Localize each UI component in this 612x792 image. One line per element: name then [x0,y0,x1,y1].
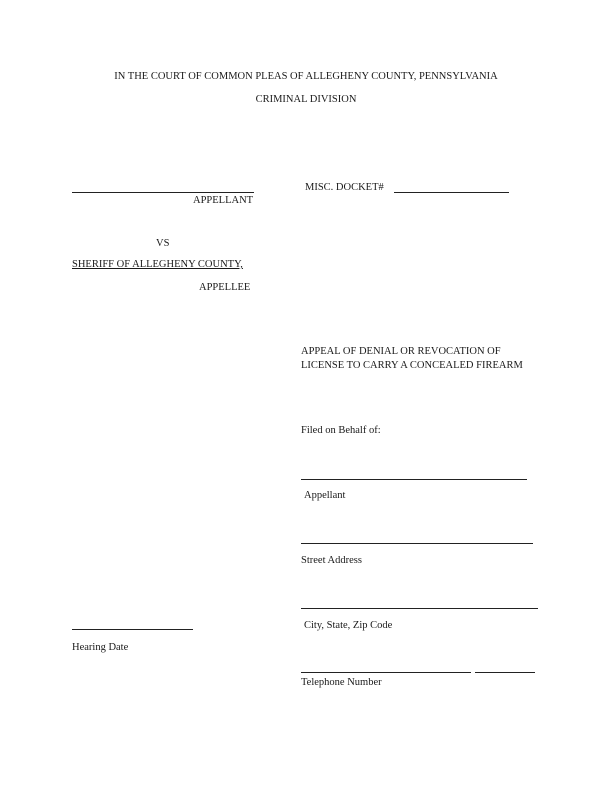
appellant-name-line[interactable] [72,192,254,193]
telephone-line-part-1[interactable] [301,672,471,673]
city-state-zip-line[interactable] [301,608,538,609]
filed-on-behalf-label: Filed on Behalf of: [301,425,381,436]
court-title: IN THE COURT OF COMMON PLEAS OF ALLEGHENY COUNTY, PENNSYLVANIA [114,71,498,82]
division-title: CRIMINAL DIVISION [255,94,357,105]
telephone-line-part-2[interactable] [475,672,535,673]
street-address-caption: Street Address [301,555,362,566]
appellee-name: SHERIFF OF ALLEGHENY COUNTY, [72,259,243,270]
appellee-label: APPELLEE [199,282,251,293]
hearing-date-line[interactable] [72,629,193,630]
docket-label: MISC. DOCKET# [305,182,384,193]
appellant-caption: Appellant [304,490,346,501]
telephone-caption: Telephone Number [301,677,382,688]
hearing-date-label: Hearing Date [72,642,129,653]
document-title-line-2: LICENSE TO CARRY A CONCEALED FIREARM [301,360,523,371]
docket-number-line[interactable] [394,192,509,193]
street-address-line[interactable] [301,543,533,544]
city-state-zip-caption: City, State, Zip Code [304,620,393,631]
document-title-line-1: APPEAL OF DENIAL OR REVOCATION OF [301,346,501,357]
appellant-label: APPELLANT [193,195,254,206]
appellant-signature-line[interactable] [301,479,527,480]
versus-label: VS [156,238,170,249]
